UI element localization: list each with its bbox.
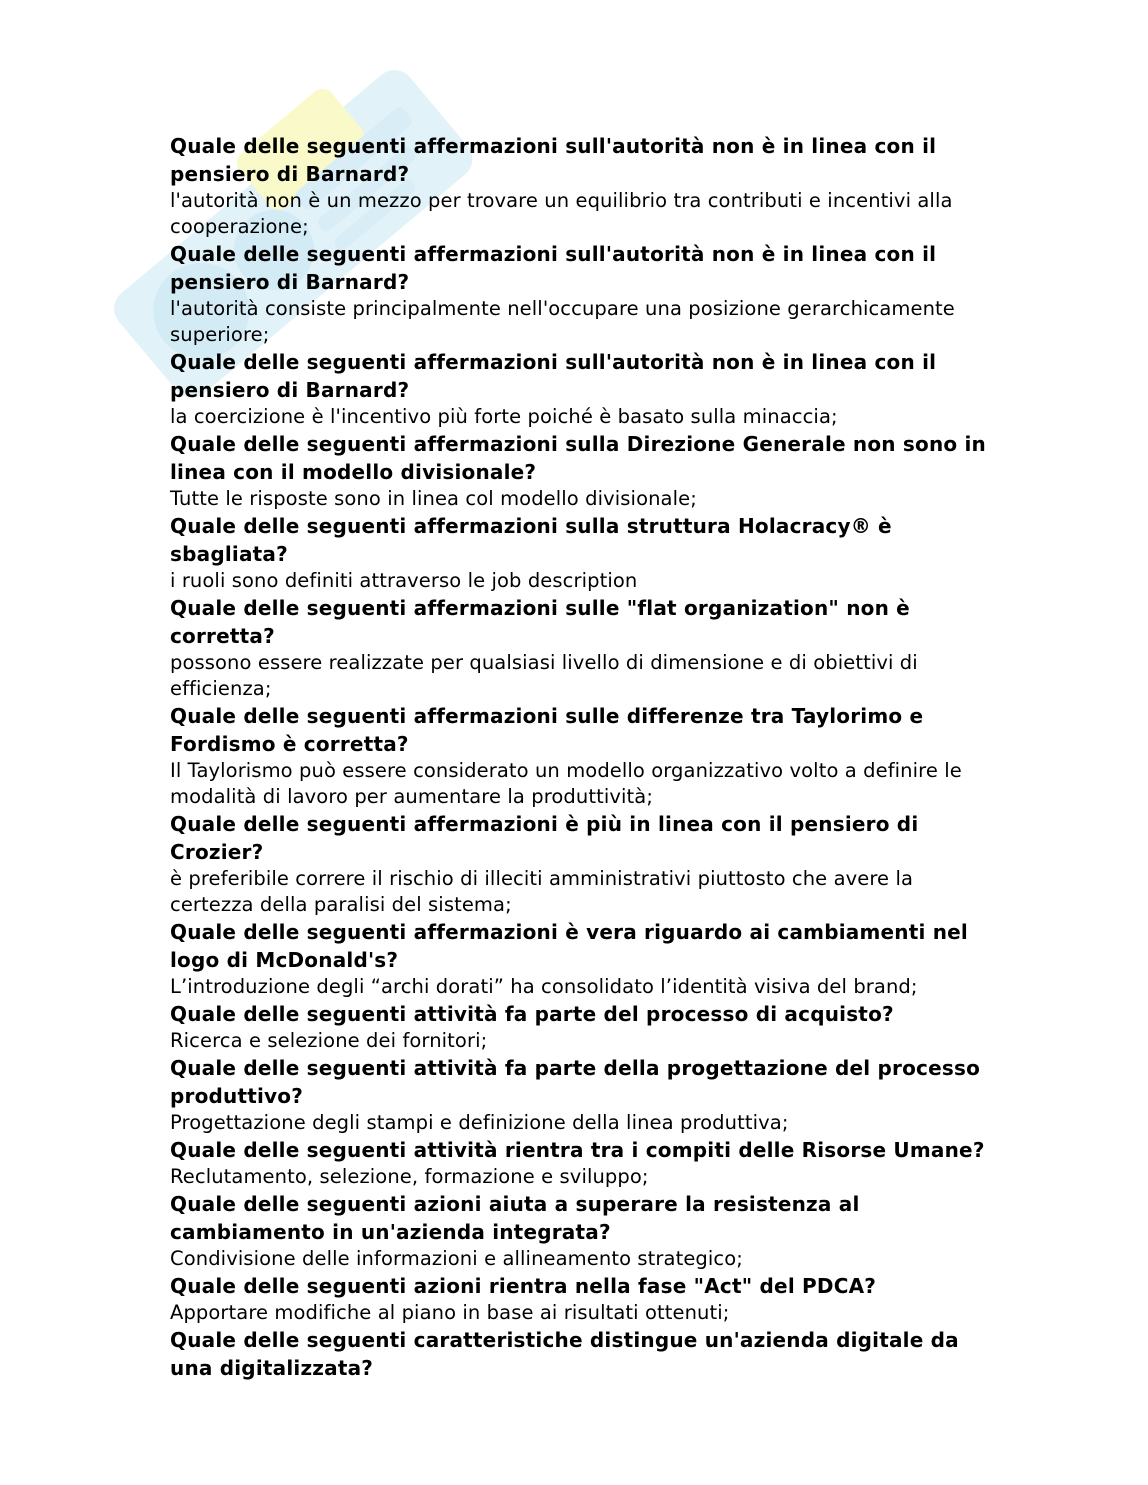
qa-item (170, 1054, 990, 1136)
answer-text: Ricerca e selezione dei fornitori; (170, 1029, 488, 1052)
qa-item (170, 348, 990, 430)
qa-item (170, 594, 990, 702)
qa-item (170, 512, 990, 594)
qa-item (170, 1272, 990, 1326)
question-text: Quale delle seguenti affermazioni sulle "flat organization" non è corretta? (170, 596, 910, 648)
question-text: Quale delle seguenti attività fa parte del processo di acquisto? (170, 1002, 894, 1026)
qa-item (170, 918, 990, 1000)
answer-text: l'autorità non è un mezzo per trovare un equilibrio tra contributi e incentivi alla cooperazione; (170, 189, 953, 238)
qa-item (170, 810, 990, 918)
qa-item (170, 1000, 990, 1054)
qa-item (170, 1136, 990, 1190)
question-text: Quale delle seguenti affermazioni sull'autorità non è in linea con il pensiero di Barnard? (170, 350, 937, 402)
answer-text: l'autorità consiste principalmente nell'occupare una posizione gerarchicamente superiore; (170, 297, 955, 346)
qa-item (170, 702, 990, 810)
answer-text: Tutte le risposte sono in linea col modello divisionale; (170, 487, 697, 510)
answer-text: Il Taylorismo può essere considerato un modello organizzativo volto a definire le modalità di lavoro per aumentare la produttività; (170, 759, 962, 808)
answer-text: i ruoli sono definiti attraverso le job description (170, 569, 638, 592)
answer-text: L’introduzione degli “archi dorati” ha consolidato l’identità visiva del brand; (170, 975, 918, 998)
question-text: Quale delle seguenti affermazioni è vera riguardo ai cambiamenti nel logo di McDonald's? (170, 920, 968, 972)
answer-text: Progettazione degli stampi e definizione della linea produttiva; (170, 1111, 789, 1134)
qa-item (170, 430, 990, 512)
question-text: Quale delle seguenti affermazioni sull'autorità non è in linea con il pensiero di Barnard? (170, 242, 937, 294)
answer-text: Apportare modifiche al piano in base ai risultati ottenuti; (170, 1301, 730, 1324)
question-text: Quale delle seguenti attività fa parte della progettazione del processo produttivo? (170, 1056, 981, 1108)
answer-text: la coercizione è l'incentivo più forte poiché è basato sulla minaccia; (170, 405, 838, 428)
answer-text: è preferibile correre il rischio di illeciti amministrativi piuttosto che avere la certezza della paralisi del sistema; (170, 867, 914, 916)
question-text: Quale delle seguenti affermazioni sulla struttura Holacracy® è sbagliata? (170, 514, 892, 566)
question-text: Quale delle seguenti affermazioni sulla Direzione Generale non sono in linea con il modello divisionale? (170, 432, 986, 484)
answer-text: Condivisione delle informazioni e allineamento strategico; (170, 1247, 743, 1270)
qa-item (170, 1190, 990, 1272)
question-text: Quale delle seguenti azioni aiuta a superare la resistenza al cambiamento in un'azienda integrata? (170, 1192, 860, 1244)
answer-text: possono essere realizzate per qualsiasi livello di dimensione e di obiettivi di efficienza; (170, 651, 918, 700)
qa-item (170, 240, 990, 348)
qa-item (170, 132, 990, 240)
question-text: Quale delle seguenti affermazioni sulle differenze tra Taylorimo e Fordismo è corretta? (170, 704, 924, 756)
qa-list (170, 132, 990, 1382)
question-text: Quale delle seguenti affermazioni è più in linea con il pensiero di Crozier? (170, 812, 919, 864)
question-text: Quale delle seguenti azioni rientra nella fase "Act" del PDCA? (170, 1274, 877, 1298)
answer-text: Reclutamento, selezione, formazione e sviluppo; (170, 1165, 649, 1188)
question-text: Quale delle seguenti attività rientra tra i compiti delle Risorse Umane? (170, 1138, 985, 1162)
qa-item (170, 1326, 990, 1382)
question-text: Quale delle seguenti caratteristiche distingue un'azienda digitale da una digitalizzata? (170, 1328, 959, 1380)
question-text: Quale delle seguenti affermazioni sull'autorità non è in linea con il pensiero di Barnard? (170, 134, 937, 186)
